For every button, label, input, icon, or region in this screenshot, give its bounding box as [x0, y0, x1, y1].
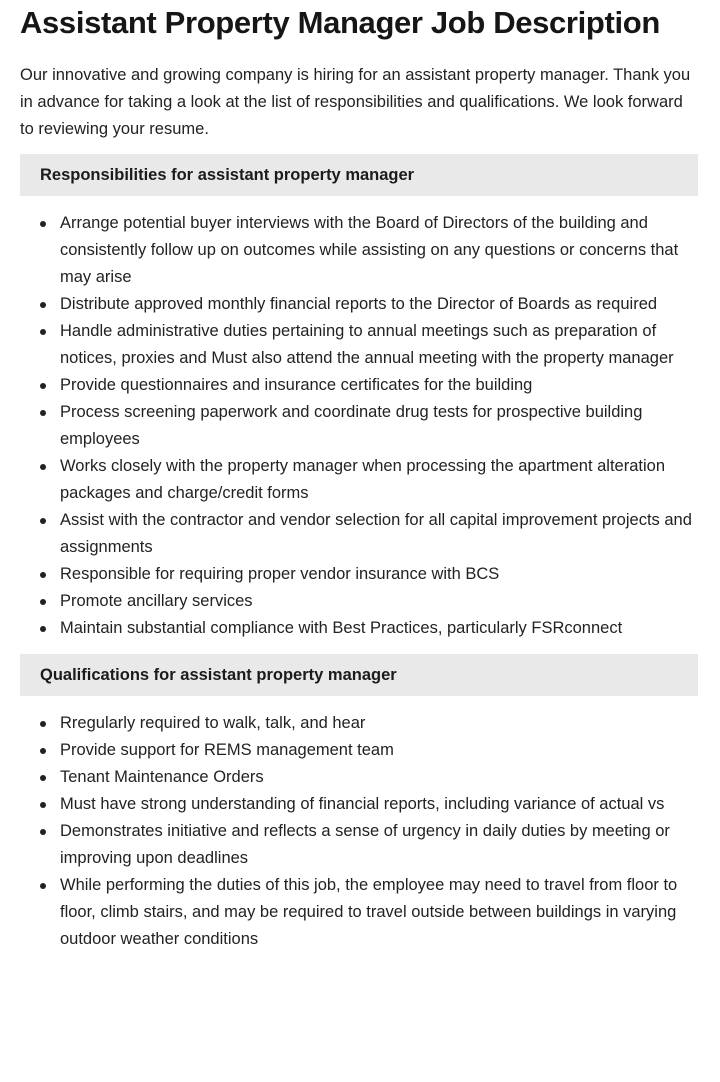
list-item-text: Tenant Maintenance Orders: [60, 768, 264, 786]
bullet-icon: [40, 829, 46, 835]
list-item: [20, 791, 698, 818]
list-item: [20, 764, 698, 791]
list-item-text: Arrange potential buyer interviews with the Board of Directors of the building and consistently follow up on outcomes while assisting on any questions or concerns that may arise: [60, 214, 679, 286]
list-item: [20, 872, 698, 953]
bullet-icon: [40, 518, 46, 524]
list-item-text: Handle administrative duties pertaining to annual meetings such as preparation of notices, proxies and Must also attend the annual meeting with the property manager: [60, 322, 674, 367]
list-item: [20, 291, 698, 318]
responsibilities-list: [20, 196, 698, 642]
list-item: [20, 615, 698, 642]
list-item: [20, 561, 698, 588]
bullet-icon: [40, 802, 46, 808]
list-item-text: While performing the duties of this job, the employee may need to travel from floor to floor, climb stairs, and may be required to travel outside between buildings in varying outdoor weather conditions: [60, 876, 678, 948]
list-item: [20, 372, 698, 399]
bullet-icon: [40, 626, 46, 632]
list-item-text: Maintain substantial compliance with Best Practices, particularly FSRconnect: [60, 619, 623, 637]
qualifications-list: [20, 696, 698, 953]
bullet-icon: [40, 748, 46, 754]
bullet-icon: [40, 221, 46, 227]
list-item: [20, 507, 698, 561]
bullet-icon: [40, 572, 46, 578]
list-item-text: Assist with the contractor and vendor selection for all capital improvement projects and assignments: [60, 511, 692, 556]
page-title: Assistant Property Manager Job Description: [20, 5, 660, 40]
bullet-icon: [40, 383, 46, 389]
bullet-icon: [40, 329, 46, 335]
bullet-icon: [40, 775, 46, 781]
bullet-icon: [40, 721, 46, 727]
bullet-icon: [40, 883, 46, 889]
list-item: [20, 710, 698, 737]
list-item-text: Distribute approved monthly financial reports to the Director of Boards as required: [60, 295, 658, 313]
list-item-text: Must have strong understanding of financial reports, including variance of actual vs: [60, 795, 665, 813]
list-item: [20, 318, 698, 372]
bullet-icon: [40, 410, 46, 416]
list-item: [20, 399, 698, 453]
bullet-icon: [40, 302, 46, 308]
qualifications-heading: Qualifications for assistant property manager: [20, 654, 698, 696]
list-item-text: Promote ancillary services: [60, 592, 253, 610]
list-item-text: Process screening paperwork and coordinate drug tests for prospective building employees: [60, 403, 643, 448]
list-item-text: Rregularly required to walk, talk, and hear: [60, 714, 366, 732]
list-item: [20, 737, 698, 764]
list-item-text: Provide questionnaires and insurance certificates for the building: [60, 376, 533, 394]
list-item-text: Demonstrates initiative and reflects a sense of urgency in daily duties by meeting or improving upon deadlines: [60, 822, 670, 867]
list-item: [20, 210, 698, 291]
list-item: [20, 588, 698, 615]
list-item-text: Provide support for REMS management team: [60, 741, 394, 759]
bullet-icon: [40, 464, 46, 470]
list-item: [20, 453, 698, 507]
list-item-text: Works closely with the property manager when processing the apartment alteration packages and charge/credit forms: [60, 457, 665, 502]
responsibilities-heading: Responsibilities for assistant property manager: [20, 154, 698, 196]
list-item-text: Responsible for requiring proper vendor insurance with BCS: [60, 565, 500, 583]
bullet-icon: [40, 599, 46, 605]
list-item: [20, 818, 698, 872]
intro-paragraph: Our innovative and growing company is hiring for an assistant property manager. Thank you in advance for taking a look at the list of responsibilities and qualifications. We look forward to reviewing your resume.: [20, 66, 691, 138]
